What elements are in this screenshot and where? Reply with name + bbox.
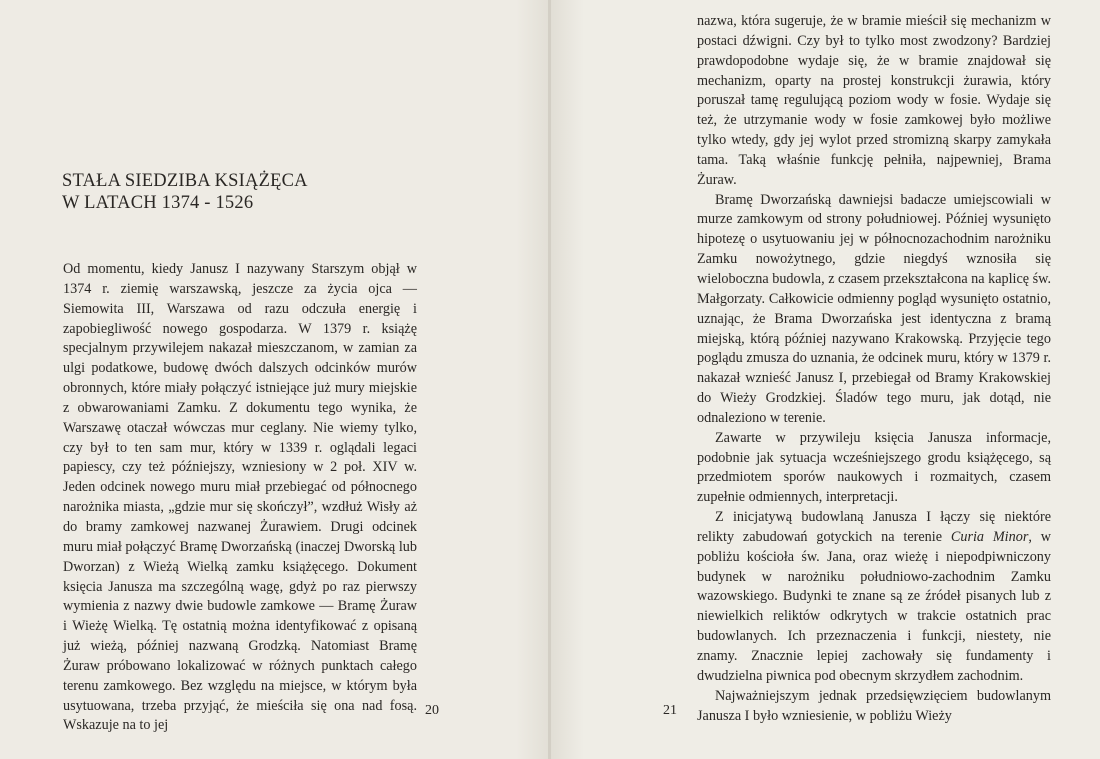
chapter-title-line-2: W LATACH 1374 - 1526 [62, 193, 254, 213]
right-paragraph-4 [697, 508, 1051, 687]
chapter-title [62, 170, 308, 214]
right-text-column [697, 12, 1051, 726]
left-page [0, 0, 549, 759]
p4-italic-term: Curia Minor [950, 528, 1029, 545]
right-paragraph-2: Bramę Dworzańską dawniejsi badacze umiejscowiali w murze zamkowym od strony południowej. Później wysunięto hipotezę o usytuowaniu jej w północnozachodnim narożniku Zamku nowożytnego, gdzie niegdyś wznosiła się wieloboczna budowla, z czasem przekształcona na kaplicę św. Małgorzaty. Całkowicie odmienny pogląd wysunięto ostatnio, uznając, że Brama Dworzańska jest identyczna z bramą miejską, którą później nazywano Krakowską. Przyjęcie tego poglądu zmusza do uznania, że odcinek muru, który w 1379 r. nakazał wznieść Janusz I, przebiegał od Bramy Krakowskiej do Wieży Grodzkiej. Śladów tego muru, jak dotąd, nie odnaleziono w terenie. [697, 191, 1052, 426]
page-number-right: 21 [663, 703, 677, 718]
page-number-left: 20 [425, 703, 439, 718]
left-paragraph-1: Od momentu, kiedy Janusz I nazywany Starszym objął w 1374 r. ziemię warszawską, jeszcze za życia ojca — Siemowita III, Warszawa od razu odczuła energię i zapobiegliwość nowego gospodarza. W 1379 r. książę specjalnym przywilejem nakazał mieszczanom, w zamian za ulgi podatkowe, budowę dwóch dalszych odcinków murów obronnych, które miały połączyć istniejące już mury miejskie z obwarowaniami Zamku. Z dokumentu tego wynika, że Warszawę otaczał wówczas mur ceglany. Nie wiemy tylko, czy był to ten sam mur, który w 1339 r. oglądali legaci papiescy, czy też późniejszy, wzniesiony w 2 poł. XIV w. Jeden odcinek nowego muru miał przebiegać od północnego narożnika miasta, „gdzie mur się skończył”, wzdłuż Wisły aż do bramy zamkowej nazwanej Żurawiem. Drugi odcinek muru miał połączyć Bramę Dworzańską (inaczej Dworską lub Dworzan) z Wieżą Wielką zamku książęcego. Dokument księcia Janusza ma szczególną wagę, gdyż po raz pierwszy wymienia z nazwy dwie budowle zamkowe — Bramę Żuraw i Wieżę Wielką. Tę ostatnią można identyfikować z opisaną już wieżą, później nazwaną Grodzką. Natomiast Bramę Żuraw próbowano lokalizować w różnych punktach całego terenu zamkowego. Bez względu na miejsce, w którym była usytuowana, trzeba przyjąć, że mieściła się ona nad fosą. Wskazuje na to jej [63, 261, 417, 734]
p4-text-after: , w pobliżu kościoła św. Jana, oraz wieżę i niepodpiwniczony budynek w narożniku południowo-zachodnim Zamku wazowskiego. Budynki te znane są ze źródeł pisanych lub z niewielkich reliktów odkrytych w trakcie ostatnich prac budowlanych. Ich przeznaczenia i funkcji, niestety, nie znamy. Znacznie lepiej zachowały się fundamenty i dwudzielna piwnica pod obecnym skrzydłem zachodnim. [697, 528, 1051, 684]
p4-text-before: Z inicjatywą budowlaną Janusza I łączy się niektóre relikty zabudowań gotyckich na terenie [697, 509, 1051, 545]
chapter-title-line-1: STAŁA SIEDZIBA KSIĄŻĘCA [62, 171, 308, 191]
right-paragraph-3: Zawarte w przywileju księcia Janusza informacje, podobnie jak sytuacja wcześniejszego grodu książęcego, są przedmiotem sporów naukowych i rozmaitych, czasem zupełnie odmiennych, interpretacji. [697, 429, 1051, 506]
left-text-column [63, 260, 417, 736]
right-paragraph-5: Najważniejszym jednak przedsięwzięciem budowlanym Janusza I było wzniesienie, w pobliżu Wieży [697, 687, 1051, 724]
right-paragraph-1: nazwa, która sugeruje, że w bramie mieścił się mechanizm w postaci dźwigni. Czy był to tylko most zwodzony? Bardziej prawdopodobne wydaje się, że w bramie znajdował się mechanizm, oparty na prostej konstrukcji żurawia, który poruszał tamę regulującą poziom wody w fosie. Wydaje się też, że utrzymanie wody w fosie zamkowej było możliwe tylko wtedy, gdy jej wylot przed stromizną skarpy zamykała tama. Taką właśnie funkcję pełniła, najpewniej, Brama Żuraw. [697, 13, 1051, 188]
